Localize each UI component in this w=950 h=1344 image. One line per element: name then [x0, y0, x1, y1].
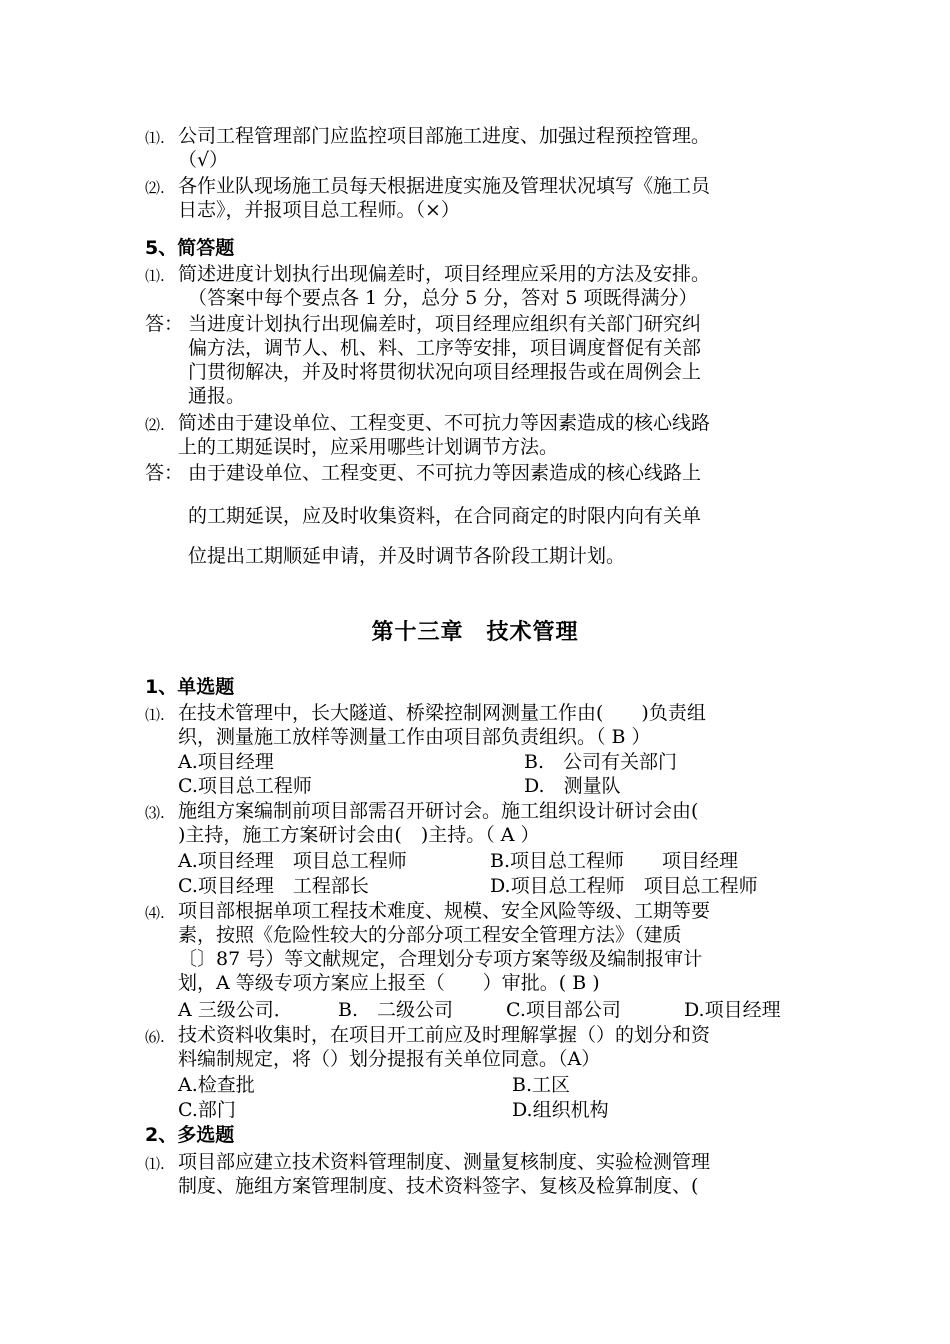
question-text: 料编制规定，将（）划分提报有关单位同意。（A）	[178, 1048, 601, 1070]
question-number: ⑴.	[145, 706, 165, 724]
section-heading: 5、简答题	[145, 237, 235, 259]
answer-text: 通报。	[188, 385, 246, 407]
question-text: 简述进度计划执行出现偏差时，项目经理应采用的方法及安排。	[178, 263, 711, 285]
question-text: 上的工期延误时，应采用哪些计划调节方法。	[178, 436, 559, 458]
chapter-title: 第十三章 技术管理	[371, 620, 579, 645]
question-text: 日志》，并报项目总工程师。（×）	[178, 199, 460, 221]
option-a: A.项目经理	[178, 751, 274, 773]
answer-text: 的工期延误，应及时收集资料，在合同商定的时限内向有关单	[188, 505, 702, 527]
option-a: A.项目经理 项目总工程师	[178, 850, 407, 872]
question-number: ⑴.	[145, 1155, 165, 1173]
section-heading: 1、单选题	[145, 676, 235, 698]
section-heading: 2、多选题	[145, 1124, 235, 1146]
answer-text: 由于建设单位、工程变更、不可抗力等因素造成的核心线路上	[188, 462, 702, 484]
option-d: D.项目总工程师 项目总工程师	[490, 875, 758, 897]
question-text: 在技术管理中，长大隧道、桥梁控制网测量工作由( )负责组	[178, 702, 706, 724]
option-b: B. 二级公司	[338, 999, 454, 1021]
question-number: ⑴.	[145, 129, 165, 147]
question-number: ⑹.	[145, 1028, 165, 1046]
question-text: 技术资料收集时，在项目开工前应及时理解掌握（）的划分和资	[178, 1024, 711, 1046]
option-b: B. 公司有关部门	[524, 751, 678, 773]
question-text: 项目部根据单项工程技术难度、规模、安全风险等级、工期等要	[178, 900, 711, 922]
answer-text: 位提出工期顺延申请，并及时调节各阶段工期计划。	[188, 545, 626, 567]
option-a: A.检查批	[178, 1074, 255, 1096]
question-text: 素，按照《危险性较大的分部分项工程安全管理方法》（建质	[178, 924, 682, 946]
option-d: D.组织机构	[512, 1099, 609, 1121]
question-number: ⑵.	[145, 416, 165, 434]
question-text: 划，A 等级专项方案应上报至（ ）审批。( B )	[178, 972, 600, 994]
option-d: D.项目经理	[684, 999, 781, 1021]
answer-text: 偏方法，调节人、机、料、工序等安排，项目调度督促有关部	[188, 337, 702, 359]
question-number: ⑷.	[145, 904, 165, 922]
option-c: C.项目经理 工程部长	[178, 875, 369, 897]
option-d: D. 测量队	[524, 775, 621, 797]
question-text: 简述由于建设单位、工程变更、不可抗力等因素造成的核心线路	[178, 412, 711, 434]
answer-label: 答：	[145, 462, 184, 484]
question-note: （答案中每个要点各 1 分，总分 5 分，答对 5 项既得满分）	[188, 287, 698, 309]
option-c: C.项目部公司	[506, 999, 621, 1021]
question-text: 公司工程管理部门应监控项目部施工进度、加强过程预控管理。	[178, 125, 711, 147]
question-text: 制度、施组方案管理制度、技术资料签字、复核及检算制度、(	[178, 1175, 699, 1197]
option-b: B.工区	[512, 1074, 571, 1096]
option-c: C.部门	[178, 1099, 236, 1121]
option-b: B.项目总工程师 项目经理	[490, 850, 739, 872]
question-text: 项目部应建立技术资料管理制度、测量复核制度、实验检测管理	[178, 1151, 711, 1173]
question-text: )主持，施工方案研讨会由( )主持。（ A ）	[178, 824, 540, 846]
question-text: 〔〕87 号）等文献规定，合理划分专项方案等级及编制报审计	[178, 948, 703, 970]
question-number: ⑴.	[145, 267, 165, 285]
option-c: C.项目总工程师	[178, 775, 312, 797]
answer-text: 当进度计划执行出现偏差时，项目经理应组织有关部门研究纠	[188, 313, 702, 335]
question-text: 各作业队现场施工员每天根据进度实施及管理状况填写《施工员	[178, 175, 711, 197]
answer-text: 门贯彻解决，并及时将贯彻状况向项目经理报告或在周例会上	[188, 361, 702, 383]
question-number: ⑵.	[145, 179, 165, 197]
answer-mark: （√）	[178, 149, 229, 171]
answer-label: 答：	[145, 313, 184, 335]
option-a: A 三级公司．	[178, 999, 293, 1021]
question-text: 施组方案编制前项目部需召开研讨会。施工组织设计研讨会由(	[178, 800, 699, 822]
question-text: 织，测量施工放样等测量工作由项目部负责组织。（ B ）	[178, 726, 651, 748]
question-number: ⑶.	[145, 804, 165, 822]
